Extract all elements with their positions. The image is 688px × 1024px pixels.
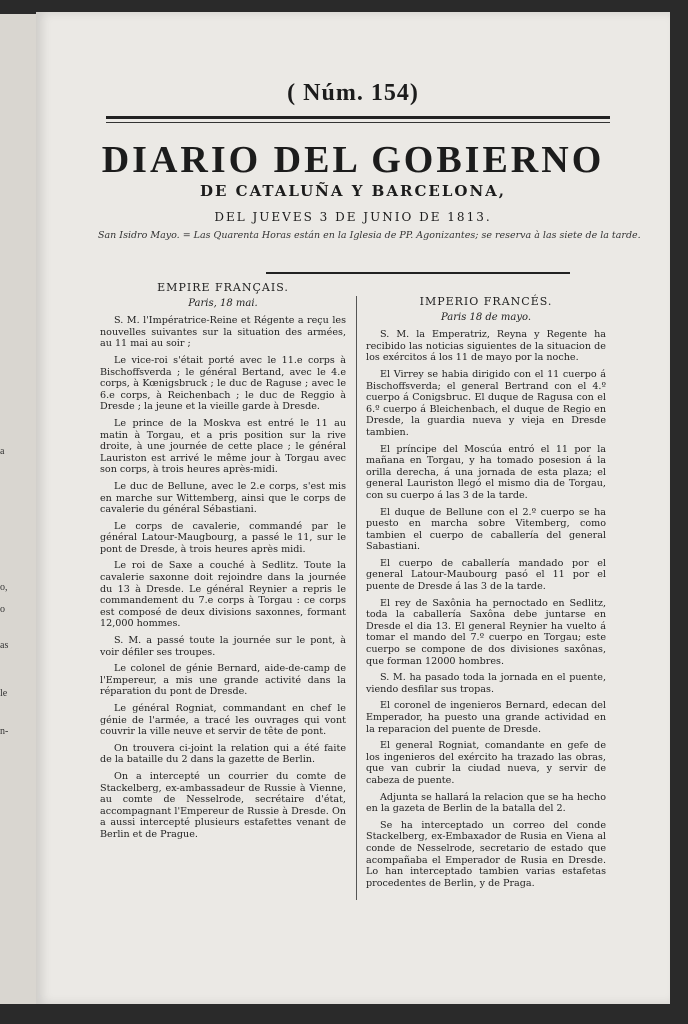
left-column-french — [100, 282, 346, 846]
paragraph: On trouvera ci-joint la relation qui a été faite de la bataille du 2 dans la gazette de Berlin. — [100, 742, 346, 766]
paragraph: El Virrey se habia dirigido con el 11 cuerpo á Bischoffsverda; el general Bertrand con el 4.º cuerpo á Conigsbruc. El duque de Ragusa con el 6.º cuerpo á Bleichenbach, el duque de Regio en Dresde, la guardia nueva y vieja en Dresde tambien. — [366, 368, 606, 438]
newspaper-subtitle: DE CATALUÑA Y BARCELONA, — [199, 182, 507, 200]
religious-notice: San Isidro Mayo. = Las Quarenta Horas están en la Iglesia de PP. Agonizantes; se reserva à las siete de la tarde. — [98, 230, 641, 241]
dateline-spanish: Paris 18 de mayo. — [440, 311, 532, 323]
left-page-fragment: le — [0, 688, 8, 699]
left-page-fragment: o, — [0, 582, 8, 593]
paragraph: S. M. l'Impératrice-Reine et Régente a reçu les nouvelles suivantes sur la situation des armées, au 11 mai au soir ; — [100, 315, 346, 350]
left-page-fragment: as — [0, 640, 9, 651]
left-page-edge — [0, 14, 41, 1004]
paragraph: S. M. ha pasado toda la jornada en el puente, viendo desfilar sus tropas. — [366, 672, 606, 695]
column-divider — [356, 296, 357, 900]
paragraph: Le colonel de génie Bernard, aide-de-camp de l'Empereur, a mis une grande activité dans la réparation du pont de Dresde. — [100, 663, 346, 698]
paragraph: El príncipe del Moscúa entró el 11 por la mañana en Torgau, y ha tomado posesion á la orilla derecha, á una jornada de esta plaza; el general Lauriston llegó el mismo dia de Torgau, con su cuerpo á las 3 de la tarde. — [366, 443, 606, 501]
header-rule-thin — [106, 122, 610, 123]
section-heading-french: EMPIRE FRANÇAIS. — [157, 281, 289, 294]
header-rule — [106, 116, 610, 119]
paragraph: El cuerpo de caballería mandado por el general Latour-Maubourg pasó el 11 por el puente de Dresde á las 3 de la tarde. — [366, 557, 606, 593]
issue-number: ( Núm. 154) — [287, 80, 419, 106]
paragraph: Le prince de la Moskva est entré le 11 au matin à Torgau, et a pris position sur la rive droite, à une journée de cette place ; le général Lauriston est arrivé le même jour à Torgau avec son corps, à trois heures après-midi. — [100, 417, 346, 476]
paragraph: El duque de Bellune con el 2.º cuerpo se ha puesto en marcha sobre Vitemberg, como tambien el cuerpo de caballería del general Sabastiani. — [366, 506, 606, 553]
paragraph: On a intercepté un courrier du comte de Stackelberg, ex-ambassadeur de Russie à Vienne, au comte de Nesselrode, secrétaire d'état, accompagnant l'Empereur de Russie à Dresde. On a aussi intercepté plusieurs estafettes venant de Berlin et de Prague. — [100, 770, 346, 840]
newspaper-title: DIARIO DEL GOBIERNO — [101, 139, 605, 181]
left-page-fragment: o — [0, 604, 5, 615]
paragraph: Adjunta se hallará la relacion que se ha hecho en la gazeta de Berlin de la batalla del 2. — [366, 791, 606, 815]
paragraph: El rey de Saxônia ha pernoctado en Sedlitz, toda la caballería Saxôna debe juntarse en Dresde el dia 13. El general Reynier ha vuelto á tomar el mando del 7.º cuerpo en Torgau; este cuerpo se compone de dos divisiones saxônas, que forman 12000 hombres. — [366, 597, 606, 667]
left-page-fragment: a — [0, 446, 5, 457]
paragraph: El coronel de ingenieros Bernard, edecan del Emperador, ha puesto una grande actividad en la reparacion del puente de Dresde. — [366, 700, 606, 735]
newspaper-page — [36, 12, 670, 1004]
right-column-spanish — [366, 282, 606, 894]
section-rule — [266, 272, 570, 274]
paragraph: Le corps de cavalerie, commandé par le général Latour-Maugbourg, a passé le 11, sur le pont de Dresde, à trois heures après midi. — [100, 520, 346, 555]
paragraph: Le roi de Saxe a couché à Sedlitz. Toute la cavalerie saxonne doit rejoindre dans la journée du 13 à Dresde. Le général Reynier a repris le commandement du 7.e corps à Torgau : ce corps est composé de deux divisions saxonnes, formant 12,000 hommes. — [100, 560, 346, 630]
issue-date: DEL JUEVES 3 DE JUNIO DE 1813. — [214, 210, 492, 224]
paragraph: S. M. la Emperatriz, Reyna y Regente ha recibido las noticias siguientes de la situacion de los exércitos á los 11 de mayo por la noche. — [366, 329, 606, 364]
paragraph: Le vice-roi s'était porté avec le 11.e corps à Bischoffsverda ; le général Bertand, avec le 4.e corps, à Kœnigsbruck ; le duc de Raguse ; avec le 6.e corps, à Reichenbach ; le duc de Reggio à Dresde ; la jeune et la vieille garde à Dresde. — [100, 354, 346, 413]
dateline-french: Paris, 18 mai. — [188, 297, 258, 309]
paragraph: El general Rogniat, comandante en gefe de los ingenieros del exército ha trazado las obras, que van cubrir la ciudad nueva, y servir de cabeza de puente. — [366, 740, 606, 786]
section-heading-spanish: IMPERIO FRANCÉS. — [419, 295, 553, 308]
paragraph: S. M. a passé toute la journée sur le pont, à voir défiler ses troupes. — [100, 635, 346, 658]
paragraph: Se ha interceptado un correo del conde Stackelberg, ex-Embaxador de Rusia en Viena al conde de Nesselrode, secretario de estado que acompañaba el Emperador de Rusia en Dresde. Lo han interceptado tambien varias estafetas procedentes de Berlin, y de Praga. — [366, 819, 606, 889]
paragraph: Le général Rogniat, commandant en chef le génie de l'armée, a tracé les ouvrages qui vont couvrir la ville neuve et servir de tête de pont. — [100, 703, 346, 738]
paragraph: Le duc de Bellune, avec le 2.e corps, s'est mis en marche sur Wittemberg, ainsi que le corps de cavalerie du général Sébastiani. — [100, 480, 346, 516]
left-page-fragment: n- — [0, 726, 9, 737]
